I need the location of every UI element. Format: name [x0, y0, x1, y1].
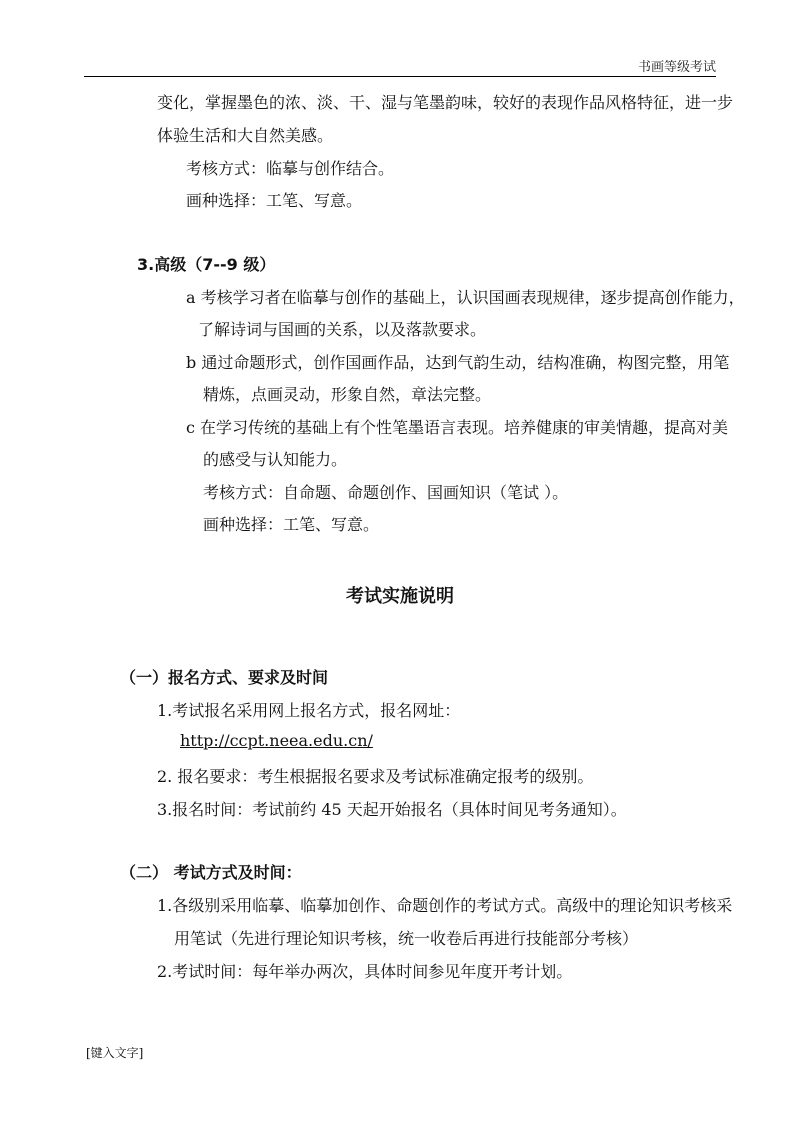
registration-url-line [180, 731, 373, 750]
exam-item-2: 2.考试时间：每年举办两次，具体时间参见年度开考计划。 [157, 962, 573, 981]
exam-item-1-line-1: 1.各级别采用临摹、临摹加创作、命题创作的考试方式。高级中的理论知识考核采 [157, 896, 733, 915]
registration-item-3: 3.报名时间：考试前约 45 天起开始报名（具体时间见考务通知）。 [157, 800, 627, 819]
intermediate-types: 画种选择：工笔、写意。 [186, 191, 363, 210]
footer-placeholder: [键入文字] [86, 1046, 144, 1060]
advanced-item-b-line-2: 精炼，点画灵动，形象自然，章法完整。 [203, 385, 492, 404]
header-divider [84, 76, 716, 77]
exam-item-1-line-2: 用笔试（先进行理论知识考核，统一收卷后再进行技能部分考核） [174, 929, 639, 948]
advanced-item-c-line-1: c 在学习传统的基础上有个性笔墨语言表现。培养健康的审美情趣，提高对美 [186, 418, 729, 437]
exam-heading: （二） 考试方式及时间： [120, 863, 302, 882]
registration-item-1: 1.考试报名采用网上报名方式，报名网址： [157, 701, 461, 720]
advanced-types: 画种选择：工笔、写意。 [203, 515, 380, 534]
registration-url-link[interactable]: http://ccpt.neea.edu.cn/ [180, 731, 373, 750]
running-header: 书画等级考试 [637, 60, 716, 75]
intermediate-method: 考核方式：临摹与创作结合。 [186, 159, 395, 178]
advanced-method: 考核方式：自命题、命题创作、国画知识（笔试 ）。 [203, 483, 569, 502]
advanced-item-a-line-1: a 考核学习者在临摹与创作的基础上，认识国画表现规律，逐步提高创作能力， [186, 288, 745, 307]
advanced-item-c-line-2: 的感受与认知能力。 [203, 450, 348, 469]
registration-heading: （一）报名方式、要求及时间 [120, 668, 329, 687]
intermediate-text-line-2: 体验生活和大自然美感。 [157, 126, 334, 145]
registration-item-2: 2. 报名要求：考生根据报名要求及考试标准确定报考的级别。 [157, 767, 594, 786]
advanced-item-a-line-2: 了解诗词与国画的关系，以及落款要求。 [198, 320, 487, 339]
section-title: 考试实施说明 [346, 586, 454, 607]
advanced-item-b-line-1: b 通过命题形式，创作国画作品，达到气韵生动，结构准确，构图完整，用笔 [186, 353, 730, 372]
advanced-heading: 3.高级（7--9 级） [137, 255, 276, 274]
intermediate-text-line-1: 变化，掌握墨色的浓、淡、干、湿与笔墨韵味，较好的表现作品风格特征，进一步 [157, 93, 734, 112]
